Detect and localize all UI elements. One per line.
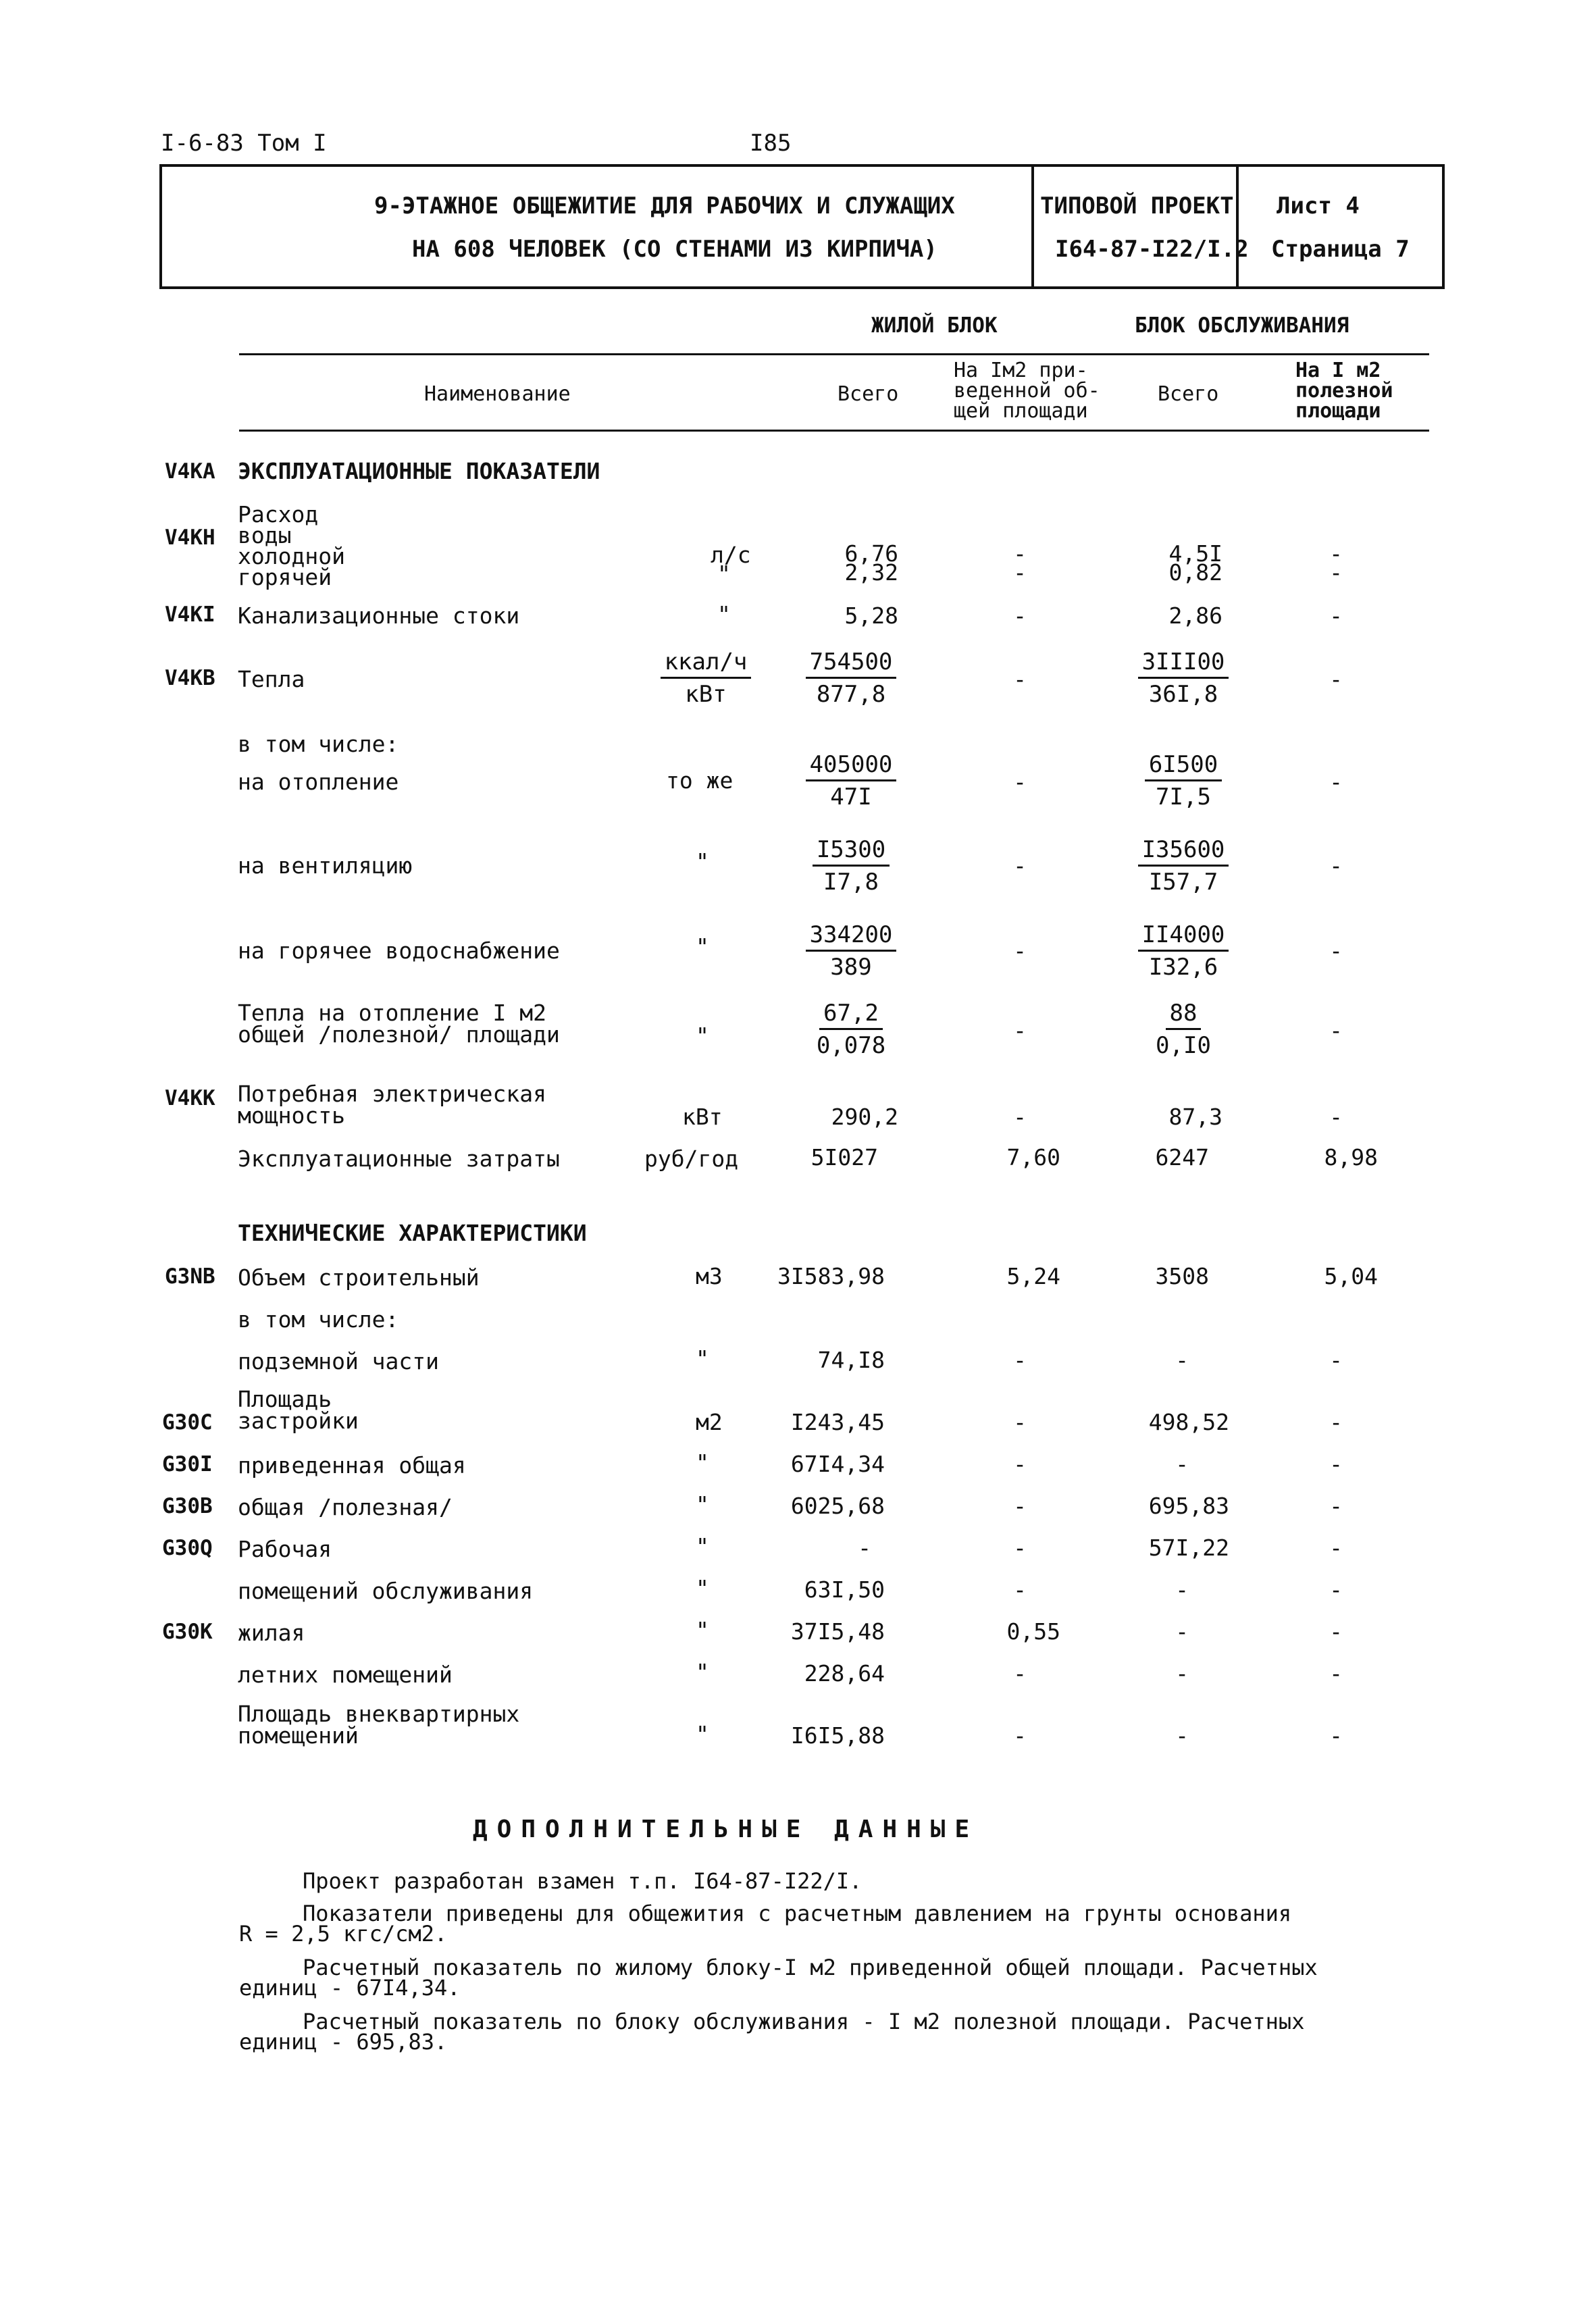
water-label: Расход воды холодной горячей (238, 501, 345, 590)
reduced-area-res-total: 67I4,34 (790, 1451, 885, 1477)
living-area-code: G30K (162, 1620, 213, 1644)
additional-p3: Расчетный показатель по жилому блоку-I м2 приведенной общей площади. Расчетных единиц - 67I4,34. (239, 1955, 1318, 2001)
living-area-label: жилая (238, 1620, 305, 1646)
heating-unit: то же (666, 767, 733, 794)
total-area-srv-total: 695,83 (1148, 1493, 1229, 1519)
ventilation-unit: " (696, 848, 709, 875)
water-cold-srv-total: 4,5I (1168, 540, 1222, 567)
hot-water-srv-per: - (1329, 937, 1343, 964)
summer-rooms-srv-per: - (1329, 1660, 1343, 1687)
summer-rooms-res-total: 228,64 (804, 1660, 885, 1687)
additional-p4: Расчетный показатель по блоку обслуживания - I м2 полезной площади. Расчетных единиц - 695,83. (239, 2009, 1305, 2055)
total-area-res-total: 6025,68 (790, 1493, 885, 1519)
service-rooms-srv-per: - (1329, 1576, 1343, 1603)
costs-res-per: 7,60 (1006, 1144, 1060, 1171)
power-unit: кВт (682, 1104, 723, 1130)
total-area-srv-per: - (1329, 1493, 1343, 1519)
col-total-header: Всего (838, 382, 899, 406)
summer-rooms-unit: " (696, 1659, 709, 1685)
water-cold-res-per: - (1013, 540, 1027, 567)
document-reference: I-6-83 Том I (161, 130, 327, 157)
built-area-label: Площадь застройки (238, 1386, 359, 1434)
heat-per-m2-res-per: - (1013, 1017, 1027, 1044)
additional-p1: Проект разработан взамен т.п. I64-87-I22/I. (303, 1868, 863, 1894)
power-srv-per: - (1329, 1104, 1343, 1130)
power-label: Потребная электрическая мощность (238, 1081, 546, 1129)
sheet-label: Лист 4 (1277, 192, 1360, 220)
working-area-res-per: - (1013, 1535, 1027, 1561)
heat-res-total: 754500 877,8 (797, 647, 905, 710)
ventilation-res-total: I5300 I7,8 (797, 835, 905, 898)
non-apartment-srv-per: - (1329, 1722, 1343, 1749)
power-res-total: 290,2 (831, 1104, 898, 1130)
water-cold-res-total: 6,76 (844, 540, 898, 567)
heat-res-per: - (1013, 666, 1027, 692)
heating-label: на отопление (238, 769, 399, 795)
water-hot-srv-per: - (1329, 559, 1343, 586)
summer-rooms-res-per: - (1013, 1660, 1027, 1687)
project-code: I64-87-I22/I.2 (1055, 236, 1249, 263)
volume-label: Объем строительный (238, 1264, 480, 1291)
heat-srv-per: - (1329, 666, 1343, 692)
hot-water-res-total: 334200 389 (797, 920, 905, 983)
section-operational-code: V4KA (165, 459, 215, 484)
additional-heading: ДОПОЛНИТЕЛЬНЫЕ ДАННЫЕ (473, 1816, 979, 1843)
built-area-res-total: I243,45 (790, 1409, 885, 1435)
service-rooms-res-per: - (1013, 1576, 1027, 1603)
water-cold-srv-per: - (1329, 540, 1343, 567)
reduced-area-res-per: - (1013, 1451, 1027, 1477)
non-apartment-res-total: I6I5,88 (790, 1722, 885, 1749)
hot-water-srv-total: II4000 I32,6 (1129, 920, 1237, 983)
underground-label: подземной части (238, 1348, 440, 1374)
underground-unit: " (696, 1345, 709, 1372)
heating-srv-total: 6I500 7I,5 (1129, 750, 1237, 813)
reduced-area-code: G30I (162, 1452, 213, 1476)
heat-per-m2-label: Тепла на отопление I м2 общей /полезной/ площади (238, 1000, 560, 1048)
heat-label: Тепла (238, 666, 305, 692)
heat-code: V4KB (165, 666, 215, 690)
non-apartment-unit: " (696, 1721, 709, 1747)
non-apartment-label: Площадь внеквартирных помещений (238, 1701, 520, 1749)
col-per-m2-residential-header: На Iм2 при- веденной об- щей площади (954, 359, 1100, 423)
hot-water-label: на горячее водоснабжение (238, 937, 560, 964)
working-area-res-total: - (858, 1535, 871, 1561)
volume-srv-per: 5,04 (1324, 1263, 1378, 1289)
sewage-label: Канализационные стоки (238, 602, 520, 629)
heat-per-m2-res-total: 67,2 0,078 (816, 1000, 886, 1059)
living-area-srv-total: - (1175, 1618, 1189, 1645)
including-label-1: в том числе: (238, 731, 399, 757)
project-label: ТИПОВОЙ ПРОЕКТ (1040, 192, 1234, 220)
hot-water-unit: " (696, 933, 709, 960)
built-area-srv-total: 498,52 (1148, 1409, 1229, 1435)
non-apartment-res-per: - (1013, 1722, 1027, 1749)
water-hot-res-per: - (1013, 559, 1027, 586)
heating-res-total: 405000 47I (797, 750, 905, 813)
underground-res-per: - (1013, 1347, 1027, 1373)
title-line-2: НА 608 ЧЕЛОВЕК (СО СТЕНАМИ ИЗ КИРПИЧА) (412, 236, 937, 263)
col-name-header: Наименование (424, 382, 571, 406)
reduced-area-srv-per: - (1329, 1451, 1343, 1477)
power-code: V4KK (165, 1086, 215, 1110)
ventilation-srv-per: - (1329, 852, 1343, 879)
section-operational-title: ЭКСПЛУАТАЦИОННЫЕ ПОКАЗАТЕЛИ (238, 458, 600, 484)
living-area-res-total: 37I5,48 (790, 1618, 885, 1645)
sewage-res-per: - (1013, 602, 1027, 629)
reduced-area-unit: " (696, 1449, 709, 1476)
sewage-unit: " (717, 601, 731, 627)
underground-res-total: 74,I8 (817, 1347, 885, 1373)
volume-unit: м3 (696, 1263, 723, 1289)
sewage-code: V4KI (165, 602, 215, 627)
heat-unit: ккал/ч кВт (655, 647, 756, 710)
volume-res-per: 5,24 (1006, 1263, 1060, 1289)
working-area-srv-total: 57I,22 (1148, 1535, 1229, 1561)
underground-srv-total: - (1175, 1347, 1189, 1373)
water-hot-res-total: 2,32 (844, 559, 898, 586)
heating-srv-per: - (1329, 769, 1343, 795)
heat-per-m2-unit: " (696, 1023, 709, 1049)
built-area-unit: м2 (696, 1409, 723, 1435)
heating-res-per: - (1013, 769, 1027, 795)
volume-res-total: 3I583,98 (777, 1263, 885, 1289)
title-block (159, 164, 1445, 289)
sewage-res-total: 5,28 (844, 602, 898, 629)
costs-srv-per: 8,98 (1324, 1144, 1378, 1171)
costs-res-total: 5I027 (810, 1144, 878, 1171)
costs-unit: руб/год (644, 1146, 739, 1172)
page-label: Страница 7 (1271, 236, 1410, 263)
non-apartment-srv-total: - (1175, 1722, 1189, 1749)
service-rooms-label: помещений обслуживания (238, 1578, 534, 1604)
group-residential: ЖИЛОЙ БЛОК (871, 313, 998, 338)
working-area-label: Рабочая (238, 1536, 332, 1562)
built-area-code: G30C (162, 1410, 213, 1435)
living-area-unit: " (696, 1617, 709, 1643)
volume-code: G3NB (165, 1264, 215, 1289)
built-area-res-per: - (1013, 1409, 1027, 1435)
col-total-service-header: Всего (1158, 382, 1219, 406)
ventilation-label: на вентиляцию (238, 852, 413, 879)
hot-water-res-per: - (1013, 937, 1027, 964)
water-hot-srv-total: 0,82 (1168, 559, 1222, 586)
living-area-srv-per: - (1329, 1618, 1343, 1645)
costs-srv-total: 6247 (1155, 1144, 1209, 1171)
water-hot-unit: " (717, 561, 731, 587)
living-area-res-per: 0,55 (1006, 1618, 1060, 1645)
sewage-srv-total: 2,86 (1168, 602, 1222, 629)
heat-per-m2-srv-total: 88 0,I0 (1156, 1000, 1211, 1059)
total-area-code: G30B (162, 1494, 213, 1518)
summer-rooms-label: летних помещений (238, 1662, 453, 1688)
ventilation-srv-total: I35600 I57,7 (1129, 835, 1237, 898)
service-rooms-srv-total: - (1175, 1576, 1189, 1603)
title-line-1: 9-ЭТАЖНОЕ ОБЩЕЖИТИЕ ДЛЯ РАБОЧИХ И СЛУЖАЩИХ (374, 192, 955, 220)
service-rooms-res-total: 63I,50 (804, 1576, 885, 1603)
total-area-res-per: - (1013, 1493, 1027, 1519)
heat-per-m2-srv-per: - (1329, 1017, 1343, 1044)
power-srv-total: 87,3 (1168, 1104, 1222, 1130)
built-area-srv-per: - (1329, 1409, 1343, 1435)
working-area-unit: " (696, 1533, 709, 1560)
reduced-area-srv-total: - (1175, 1451, 1189, 1477)
sewage-srv-per: - (1329, 602, 1343, 629)
costs-label: Эксплуатационные затраты (238, 1146, 560, 1172)
working-area-code: G30Q (162, 1536, 213, 1560)
water-code: V4KH (165, 525, 215, 550)
group-service: БЛОК ОБСЛУЖИВАНИЯ (1135, 313, 1349, 338)
additional-p2: Показатели приведены для общежития с расчетным давлением на грунты основания R = 2,5 кгс/см2. (239, 1901, 1292, 1947)
col-per-m2-service-header: На I м2 полезной площади (1295, 359, 1393, 423)
working-area-srv-per: - (1329, 1535, 1343, 1561)
total-area-label: общая /полезная/ (238, 1494, 453, 1520)
page-number: I85 (750, 130, 792, 157)
ventilation-res-per: - (1013, 852, 1027, 879)
service-rooms-unit: " (696, 1575, 709, 1601)
water-cold-unit: л/с (711, 542, 751, 568)
including-label-2: в том числе: (238, 1306, 399, 1333)
heat-srv-total: 3III00 36I,8 (1129, 647, 1237, 710)
total-area-unit: " (696, 1491, 709, 1518)
section-technical-title: ТЕХНИЧЕСКИЕ ХАРАКТЕРИСТИКИ (238, 1220, 587, 1246)
power-res-per: - (1013, 1104, 1027, 1130)
volume-srv-total: 3508 (1155, 1263, 1209, 1289)
summer-rooms-srv-total: - (1175, 1660, 1189, 1687)
underground-srv-per: - (1329, 1347, 1343, 1373)
reduced-area-label: приведенная общая (238, 1452, 466, 1479)
